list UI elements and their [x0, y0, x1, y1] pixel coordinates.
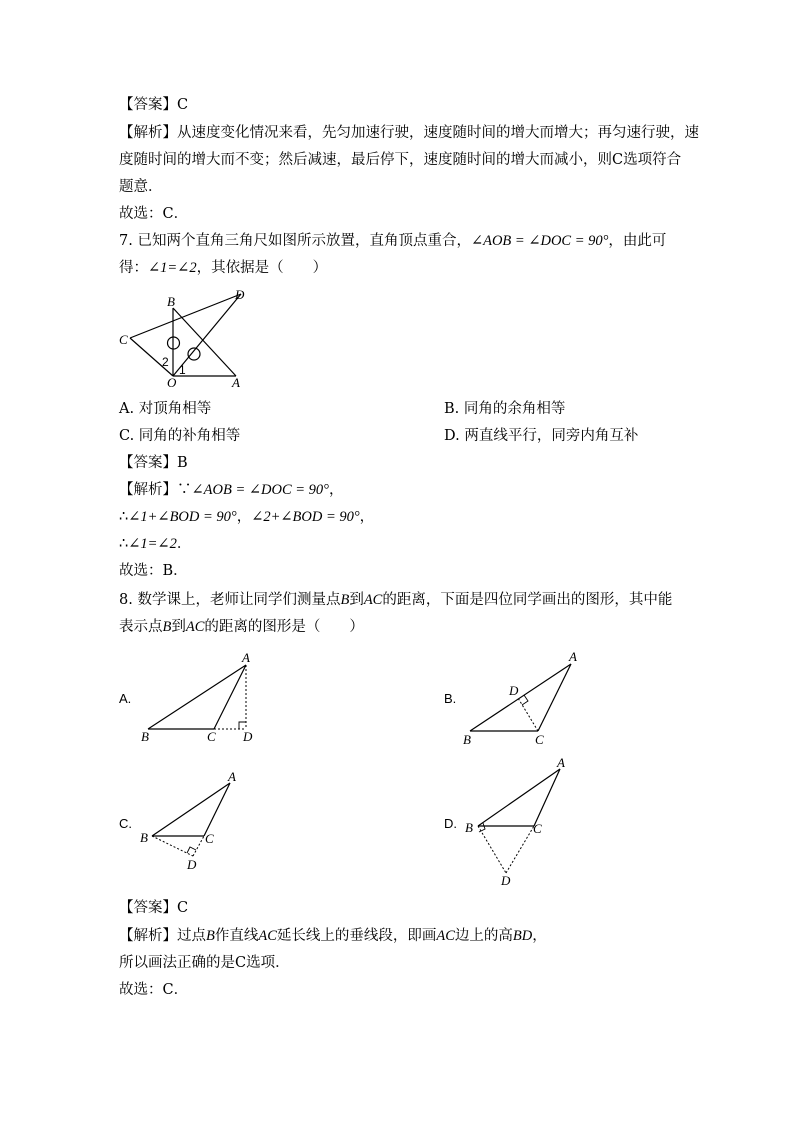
fig-a-segment-ca [214, 665, 246, 729]
q8-an-ac1: AC [258, 928, 277, 944]
fig-c-segment-ca [204, 783, 230, 836]
fig-b-label-b: B [463, 732, 471, 747]
q6-analysis-line3: 题意． [119, 179, 163, 195]
fig-b-segment-ba [470, 664, 571, 731]
fig-c-label-d: D [187, 857, 197, 872]
label-d: D [235, 287, 245, 302]
q6-analysis-line2: 度随时间的增大而不变；然后减速，最后停下，速度随时间的增大而减小，则C选项符合 [119, 152, 682, 168]
fig-c-dashed-cd [193, 836, 204, 856]
fig-d-label-b: B [465, 820, 473, 835]
q8-stem-b: B [340, 592, 350, 608]
q8-label-option-b: B. [444, 691, 457, 706]
fig-d-dashed-bd [478, 826, 506, 873]
fig-a-label-c: C [207, 729, 216, 744]
fig-c-label-c: C [205, 831, 214, 846]
q7-analysis-formula2: ∠1+∠BOD = 90° [128, 509, 237, 525]
fig-c-segment-ba [152, 783, 230, 836]
q8-stem-t2: 到 [349, 592, 364, 608]
q7-stem-formula2: ∠1=∠2 [148, 260, 197, 276]
q8-stem2-t1: 表示点 [119, 619, 163, 635]
fig-a-segment-ba [148, 665, 246, 729]
fig-d-label-c: C [533, 821, 542, 836]
q8-an-t2: 作直线 [214, 928, 259, 944]
label-a: A [232, 375, 240, 390]
fig-a-label-a: A [242, 650, 250, 665]
q7-stem-text-end: ，由此可 [608, 233, 667, 249]
q7-stem-text: 7. 已知两个直角三角尺如图所示放置，直角顶点重合， [119, 233, 471, 249]
fig-b-label-c: C [535, 732, 544, 747]
q7-stem-text2-end: ，其依据是（ ） [196, 260, 328, 276]
label-angle-1: 1 [179, 363, 186, 377]
q8-figure-a[interactable] [119, 650, 253, 744]
q8-label-option-a: A. [119, 691, 132, 706]
q8-stem2-ac: AC [185, 619, 205, 635]
q7-answer: 【答案】B [119, 455, 188, 471]
q7-therefore-2: ∴ [119, 536, 129, 552]
q8-stem2-t3: 的距离的图形是（ ） [204, 619, 364, 635]
label-o: O [167, 375, 177, 390]
q7-option-a[interactable]: A. 对顶角相等 [119, 401, 212, 417]
q8-stem2-b: B [162, 619, 172, 635]
q8-figure-b[interactable] [444, 649, 577, 747]
fig-d-label-a: A [557, 755, 565, 770]
q8-an-t3: 延长线上的垂线段，即画 [276, 928, 437, 944]
fig-b-label-d: D [509, 683, 519, 698]
q7-conclusion: 故选：B． [119, 563, 188, 579]
q7-analysis-comma2: ， [236, 509, 252, 525]
q6-answer: 【答案】C [119, 97, 189, 113]
label-c: C [119, 332, 128, 347]
q8-analysis-line2: 所以画法正确的是C选项． [119, 955, 290, 971]
fig-a-label-d: D [243, 729, 253, 744]
q8-conclusion: 故选：C． [119, 982, 189, 998]
q8-label-option-d: D. [444, 816, 457, 831]
fig-b-dashed-cd [518, 698, 538, 731]
q8-figure-d[interactable] [444, 755, 565, 888]
q7-analysis-formula1: ∠AOB = ∠DOC = 90° [191, 482, 329, 498]
q8-an-ac2: AC [436, 928, 455, 944]
q7-option-d[interactable]: D. 两直线平行，同旁内角互补 [444, 428, 639, 444]
label-b: B [167, 294, 175, 309]
q8-an-t5: ， [532, 928, 547, 944]
fig-c-label-b: B [140, 830, 148, 845]
q7-therefore-1: ∴ [119, 509, 129, 525]
fig-c-dashed-bd [152, 836, 193, 856]
fig-b-label-a: A [569, 649, 577, 664]
q7-option-c[interactable]: C. 同角的补角相等 [119, 428, 241, 444]
q8-stem2-t2: 到 [171, 619, 186, 635]
q7-stem-text2: 得： [119, 260, 148, 276]
q8-analysis-line1 [119, 926, 547, 946]
q7-analysis-prefix: 【解析】∵ [119, 482, 192, 498]
q7-analysis-comma3: ， [359, 509, 375, 525]
q7-analysis-period: ． [176, 536, 192, 552]
q7-stem-formula: ∠AOB = ∠DOC = 90° [470, 233, 609, 249]
q8-figure-c[interactable] [119, 769, 236, 872]
fig-d-dashed-cd [506, 826, 534, 873]
fig-d-segment-ba [478, 769, 560, 826]
fig-d-label-d: D [501, 873, 511, 888]
q8-answer: 【答案】C [119, 900, 189, 916]
label-angle-2: 2 [162, 355, 169, 369]
q7-option-b[interactable]: B. 同角的余角相等 [444, 401, 566, 417]
q7-analysis-formula4: ∠1=∠2 [128, 536, 177, 552]
q8-an-bd: BD [512, 928, 533, 944]
q8-label-option-c: C. [119, 816, 132, 831]
q6-analysis-line1: 【解析】从速度变化情况来看，先匀加速行驶，速度随时间的增大而增大；再匀速行驶，速 [119, 125, 699, 141]
q8-an-t1: 【解析】过点 [119, 928, 206, 944]
fig-c-label-a: A [228, 769, 236, 784]
q7-analysis-formula3: ∠2+∠BOD = 90° [251, 509, 360, 525]
q8-an-t4: 边上的高 [454, 928, 513, 944]
q8-an-b: B [206, 928, 215, 944]
q7-analysis-comma1: ， [328, 482, 344, 498]
q8-stem-t1: 8. 数学课上，老师让同学们测量点 [119, 592, 341, 608]
q6-conclusion: 故选：C． [119, 206, 189, 222]
q8-stem-t3: 的距离，下面是四位同学画出的图形，其中能 [382, 592, 673, 608]
fig-a-label-b: B [141, 729, 149, 744]
fig-a-right-angle-mark [239, 722, 246, 729]
q8-stem-ac: AC [363, 592, 383, 608]
fig-b-segment-ca [538, 664, 571, 731]
